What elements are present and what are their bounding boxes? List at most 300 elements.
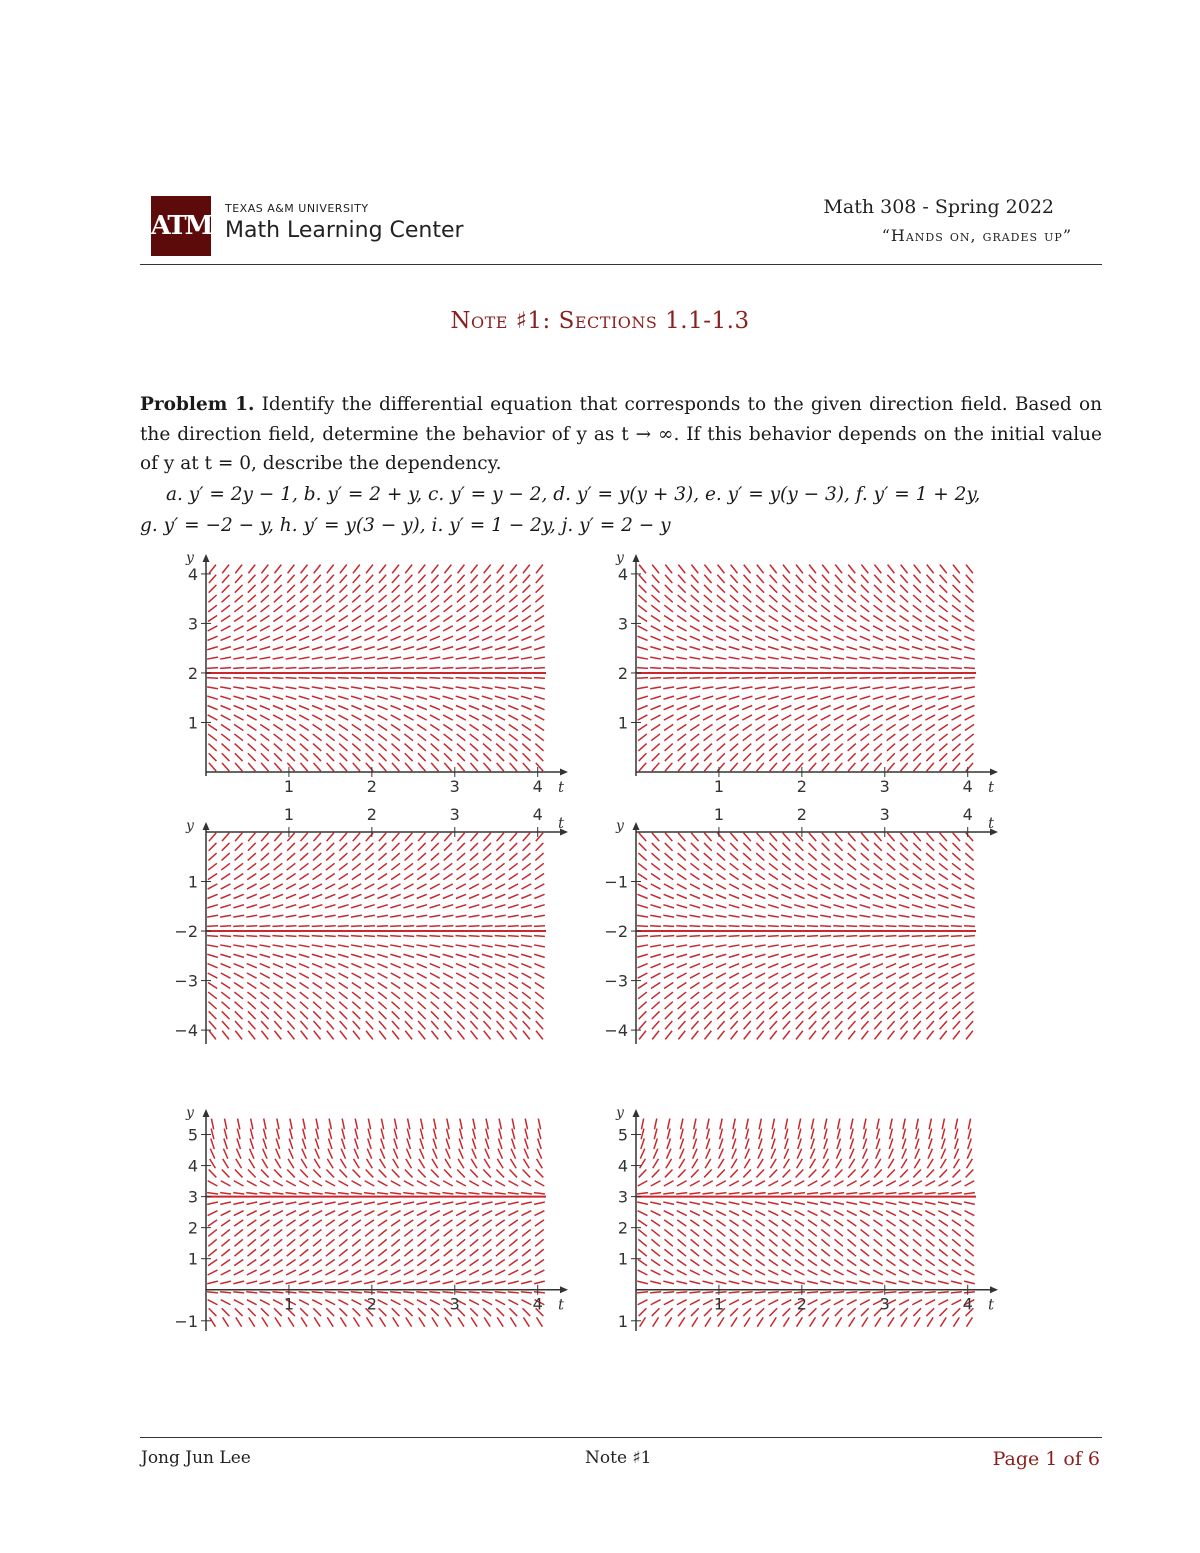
slope-segment	[484, 575, 491, 583]
slope-segment	[431, 1031, 438, 1040]
slope-segment	[820, 668, 831, 669]
slope-segment	[770, 833, 777, 841]
slope-segment	[913, 615, 922, 621]
slope-segment	[471, 1159, 477, 1168]
y-tick-label: 1	[187, 1249, 198, 1269]
slope-segment	[951, 905, 962, 908]
slope-segment	[926, 734, 935, 741]
slope-segment	[676, 905, 687, 908]
slope-segment	[730, 605, 739, 612]
slope-segment	[234, 734, 243, 741]
slope-segment	[676, 696, 687, 699]
slope-segment	[702, 668, 713, 669]
slope-segment	[274, 744, 282, 751]
slope-segment	[769, 724, 778, 730]
slope-segment	[273, 983, 282, 989]
slope-segment	[469, 687, 480, 689]
slope-segment	[653, 1159, 659, 1168]
slope-segment	[729, 874, 738, 880]
slope-segment	[873, 615, 882, 621]
slope-segment	[846, 678, 857, 679]
slope-segment	[340, 1317, 346, 1326]
slope-segment	[691, 1011, 699, 1019]
slope-segment	[523, 1011, 531, 1019]
slope-segment	[338, 647, 349, 650]
slope-segment	[404, 1229, 413, 1236]
direction-field-5	[168, 1105, 598, 1370]
slope-segment	[770, 1159, 776, 1168]
slope-segment	[796, 753, 804, 761]
slope-segment	[261, 1239, 269, 1246]
slope-segment	[703, 715, 713, 720]
slope-segment	[781, 636, 791, 640]
slope-segment	[431, 833, 438, 841]
slope-segment	[809, 763, 816, 771]
slope-segment	[416, 647, 427, 650]
slope-segment	[769, 1229, 778, 1236]
slope-segment	[365, 595, 373, 602]
slope-segment	[469, 1270, 479, 1275]
slope-segment	[482, 705, 492, 709]
slope-segment	[497, 1021, 504, 1029]
slope-segment	[418, 753, 426, 761]
slope-segment	[847, 973, 857, 978]
slope-segment	[273, 1211, 283, 1216]
slope-segment	[730, 992, 739, 999]
slope-segment	[509, 843, 517, 851]
slope-segment	[234, 1300, 244, 1305]
slope-segment	[639, 585, 647, 593]
slope-segment	[404, 1249, 413, 1256]
slope-segment	[246, 1202, 257, 1204]
slope-segment	[329, 1119, 331, 1130]
slope-segment	[703, 905, 714, 908]
slope-segment	[234, 874, 243, 880]
slope-segment	[859, 1292, 870, 1293]
slope-segment	[927, 833, 934, 841]
slope-segment	[273, 905, 284, 908]
slope-segment	[338, 715, 348, 720]
slope-segment	[430, 894, 440, 898]
slope-segment	[250, 1129, 253, 1140]
slope-segment	[833, 1202, 844, 1204]
slope-segment	[952, 863, 961, 870]
slope-segment	[364, 705, 374, 709]
slope-segment	[808, 1249, 817, 1256]
slope-segment	[912, 905, 923, 908]
slope-segment	[677, 715, 687, 720]
slope-segment	[470, 605, 479, 612]
slope-segment	[874, 843, 882, 851]
slope-segment	[742, 884, 752, 889]
slope-segment	[783, 1031, 790, 1040]
slope-segment	[390, 1281, 401, 1284]
slope-segment	[408, 1119, 410, 1130]
slope-segment	[703, 1281, 714, 1284]
slope-segment	[939, 724, 948, 730]
slope-segment	[508, 657, 519, 659]
slope-segment	[860, 874, 869, 880]
slope-segment	[899, 1202, 910, 1204]
slope-segment	[742, 678, 753, 679]
slope-segment	[299, 945, 310, 947]
slope-segment	[377, 636, 387, 640]
slope-segment	[483, 1220, 492, 1226]
slope-segment	[287, 744, 295, 751]
slope-segment	[900, 753, 908, 761]
slope-segment	[287, 1229, 296, 1236]
slope-segment	[418, 1239, 426, 1246]
slope-segment	[796, 575, 803, 583]
slope-segment	[509, 983, 518, 989]
slope-segment	[326, 874, 335, 880]
slope-segment	[822, 565, 829, 574]
slope-segment	[522, 983, 531, 989]
slope-segment	[391, 964, 401, 968]
slope-segment	[342, 1139, 345, 1149]
slope-segment	[403, 1202, 414, 1204]
slope-segment	[782, 1181, 792, 1186]
slope-segment	[664, 1249, 673, 1256]
slope-segment	[482, 657, 493, 659]
direction-field-2	[598, 550, 1028, 815]
slope-segment	[899, 647, 910, 650]
slope-segment	[287, 843, 295, 851]
slope-segment	[781, 926, 792, 927]
slope-segment	[510, 575, 517, 583]
slope-segment	[221, 1220, 230, 1226]
slope-segment	[743, 585, 751, 593]
slope-segment	[443, 973, 453, 978]
slope-segment	[742, 926, 753, 927]
slope-segment	[951, 705, 961, 709]
slope-segment	[834, 884, 844, 889]
slope-segment	[300, 1249, 309, 1256]
slope-segment	[404, 734, 413, 741]
slope-segment	[913, 1308, 921, 1316]
slope-segment	[664, 992, 673, 999]
slope-segment	[900, 1002, 908, 1009]
slope-segment	[210, 1159, 216, 1168]
slope-segment	[351, 954, 362, 957]
slope-segment	[391, 863, 400, 870]
slope-segment	[248, 744, 256, 751]
slope-segment	[650, 945, 661, 947]
slope-segment	[926, 753, 934, 761]
slope-segment	[391, 1300, 401, 1305]
direction-field-svg	[598, 1105, 1028, 1370]
slope-segment	[326, 585, 334, 593]
slope-segment	[248, 853, 256, 860]
slope-segment	[689, 678, 700, 679]
slope-segment	[637, 926, 648, 927]
slope-segment	[442, 926, 453, 927]
slope-segment	[690, 647, 701, 650]
slope-segment	[312, 1300, 322, 1305]
slope-segment	[208, 973, 218, 978]
slope-segment	[873, 687, 884, 689]
slope-segment	[650, 668, 661, 669]
slope-segment	[234, 636, 244, 640]
slope-segment	[234, 715, 244, 720]
slope-segment	[260, 626, 270, 631]
slope-segment	[366, 1021, 373, 1029]
slope-segment	[703, 705, 713, 709]
slope-segment	[247, 992, 256, 999]
slope-segment	[378, 1259, 387, 1265]
slope-segment	[495, 1211, 505, 1216]
slope-segment	[838, 1119, 840, 1130]
slope-segment	[248, 843, 256, 851]
slope-segment	[939, 605, 948, 612]
slope-segment	[482, 1270, 492, 1275]
slope-segment	[664, 734, 673, 741]
slope-segment	[912, 1300, 922, 1305]
slope-segment	[794, 926, 805, 927]
slope-segment	[223, 1159, 229, 1168]
slope-segment	[496, 874, 505, 880]
slope-segment	[833, 678, 844, 679]
slope-segment	[704, 753, 712, 761]
slope-segment	[470, 763, 477, 771]
slope-segment	[246, 954, 257, 957]
slope-segment	[404, 1181, 414, 1186]
slope-segment	[953, 1021, 960, 1029]
slope-segment	[522, 1259, 531, 1265]
slope-segment	[785, 1139, 788, 1149]
slope-segment	[390, 1193, 401, 1194]
slope-segment	[404, 1300, 414, 1305]
slope-segment	[914, 833, 921, 841]
slope-segment	[432, 1317, 438, 1326]
slope-segment	[756, 605, 765, 612]
slope-segment	[807, 647, 818, 650]
slope-segment	[430, 973, 440, 978]
slope-segment	[899, 715, 909, 720]
slope-segment	[325, 668, 336, 669]
slope-segment	[224, 1139, 227, 1149]
slope-segment	[743, 1249, 752, 1256]
slope-segment	[665, 744, 673, 751]
slope-segment	[716, 936, 727, 937]
slope-segment	[965, 615, 974, 621]
slope-segment	[260, 715, 270, 720]
slope-segment	[939, 753, 947, 761]
slope-segment	[313, 615, 322, 621]
slope-segment	[690, 954, 701, 957]
slope-segment	[496, 1220, 505, 1226]
slope-segment	[248, 1021, 255, 1029]
slope-segment	[650, 696, 661, 699]
slope-segment	[208, 595, 216, 602]
slope-segment	[716, 626, 726, 631]
slope-segment	[390, 1202, 401, 1204]
slope-segment	[300, 1239, 308, 1246]
slope-segment	[794, 964, 804, 968]
slope-segment	[433, 1139, 436, 1149]
slope-segment	[272, 936, 283, 937]
slope-segment	[834, 874, 843, 880]
slope-segment	[925, 973, 935, 978]
slope-segment	[900, 1170, 908, 1178]
slope-segment	[664, 1181, 674, 1186]
slope-segment	[535, 734, 544, 741]
slope-segment	[300, 833, 307, 841]
slope-segment	[938, 678, 949, 679]
slope-segment	[234, 884, 244, 889]
slope-segment	[862, 1317, 868, 1326]
slope-segment	[874, 605, 883, 612]
slope-segment	[877, 1129, 880, 1140]
slope-segment	[509, 724, 518, 730]
slope-segment	[509, 1220, 518, 1226]
slope-segment	[755, 905, 766, 908]
slope-segment	[299, 626, 309, 631]
slope-segment	[325, 636, 335, 640]
logo-text: ATM	[150, 211, 212, 241]
slope-segment	[521, 964, 531, 968]
slope-segment	[430, 1300, 440, 1305]
slope-segment	[522, 992, 531, 999]
slope-segment	[704, 1002, 712, 1009]
slope-segment	[966, 585, 974, 593]
slope-segment	[666, 1317, 672, 1326]
slope-segment	[274, 1021, 281, 1029]
slope-segment	[785, 1119, 787, 1130]
slope-segment	[785, 1129, 788, 1140]
slope-segment	[391, 1181, 401, 1186]
slope-segment	[952, 874, 961, 880]
slope-segment	[704, 744, 712, 751]
slope-segment	[807, 954, 818, 957]
slope-segment	[964, 705, 974, 709]
slope-segment	[458, 1031, 465, 1040]
slope-segment	[769, 843, 777, 851]
slope-segment	[443, 705, 453, 709]
slope-segment	[639, 1021, 646, 1029]
slope-segment	[951, 954, 962, 957]
slope-segment	[235, 1170, 243, 1178]
slope-segment	[664, 605, 673, 612]
slope-segment	[326, 1002, 334, 1009]
slope-segment	[338, 696, 349, 699]
slope-segment	[744, 575, 751, 583]
slope-segment	[390, 915, 401, 917]
y-axis-label: y	[616, 550, 624, 566]
slope-segment	[846, 1193, 857, 1194]
slope-segment	[207, 687, 218, 689]
slope-segment	[469, 1211, 479, 1216]
slope-segment	[770, 1021, 777, 1029]
slope-segment	[925, 945, 936, 947]
slope-segment	[759, 1129, 762, 1140]
slope-segment	[835, 744, 843, 751]
slope-segment	[234, 1211, 244, 1216]
slope-segment	[742, 915, 753, 917]
slope-segment	[535, 1181, 545, 1186]
slope-segment	[820, 657, 831, 659]
slope-segment	[430, 1270, 440, 1275]
slope-segment	[431, 1229, 440, 1236]
slope-segment	[261, 1170, 269, 1178]
slope-segment	[952, 983, 961, 989]
slope-segment	[875, 1317, 881, 1326]
slope-segment	[650, 936, 661, 937]
slope-segment	[665, 565, 672, 574]
slope-segment	[273, 696, 284, 699]
slope-segment	[678, 585, 686, 593]
slope-segment	[886, 894, 896, 898]
slope-segment	[535, 605, 544, 612]
direction-field-3	[168, 805, 598, 1083]
slope-segment	[508, 1281, 519, 1284]
slope-segment	[472, 1149, 476, 1159]
slope-segment	[886, 874, 895, 880]
slope-segment	[221, 1300, 231, 1305]
slope-segment	[834, 964, 844, 968]
slope-segment	[364, 687, 375, 689]
slope-segment	[901, 1031, 908, 1040]
slope-segment	[236, 1149, 240, 1159]
slope-segment	[847, 894, 857, 898]
slope-segment	[676, 678, 687, 679]
slope-segment	[912, 668, 923, 669]
slope-segment	[889, 1139, 892, 1149]
slope-segment	[442, 678, 453, 679]
slope-segment	[664, 1220, 673, 1226]
slope-segment	[707, 1119, 709, 1130]
slope-segment	[964, 696, 975, 699]
slope-segment	[704, 605, 713, 612]
slope-segment	[833, 926, 844, 927]
slope-segment	[352, 973, 362, 978]
slope-segment	[794, 905, 805, 908]
slope-segment	[431, 753, 439, 761]
slope-segment	[496, 863, 505, 870]
slope-segment	[860, 894, 870, 898]
slope-segment	[508, 668, 519, 669]
slope-segment	[273, 915, 284, 917]
slope-segment	[861, 565, 868, 574]
x-axis-arrow	[990, 769, 998, 776]
slope-segment	[952, 1259, 961, 1265]
slope-segment	[246, 1292, 257, 1293]
slope-segment	[915, 1149, 919, 1159]
problem-statement	[140, 390, 1102, 479]
slope-segment	[809, 753, 817, 761]
slope-segment	[392, 853, 400, 860]
slope-segment	[729, 1202, 740, 1204]
slope-segment	[403, 915, 414, 917]
slope-segment	[638, 853, 646, 860]
slope-segment	[955, 1119, 957, 1130]
slope-segment	[365, 1211, 375, 1216]
slope-segment	[663, 657, 674, 659]
slope-segment	[364, 657, 375, 659]
slope-segment	[394, 1129, 397, 1140]
slope-segment	[209, 1021, 216, 1029]
slope-segment	[325, 1292, 336, 1293]
slope-segment	[677, 1300, 687, 1305]
slope-segment	[887, 1229, 896, 1236]
slope-segment	[756, 874, 765, 880]
slope-segment	[508, 1193, 519, 1194]
slope-segment	[429, 1292, 440, 1293]
slope-segment	[220, 678, 231, 679]
slope-segment	[286, 884, 296, 889]
slope-segment	[416, 668, 427, 669]
slope-segment	[691, 753, 699, 761]
